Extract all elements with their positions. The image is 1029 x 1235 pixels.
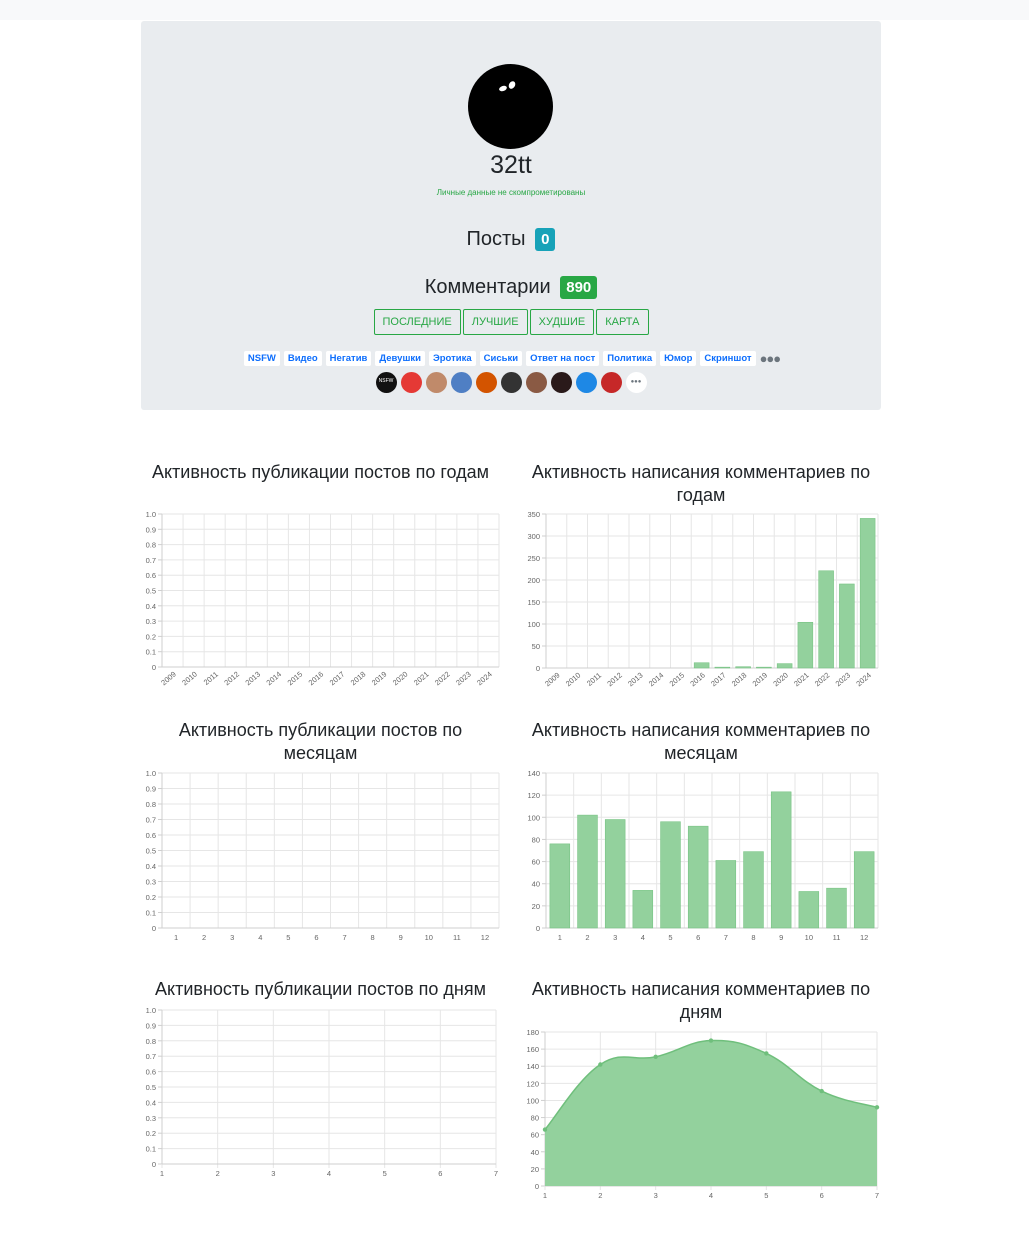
y-tick-label: 0.4	[145, 862, 156, 871]
y-tick-label: 0	[151, 924, 156, 933]
x-tick-label: 2014	[646, 670, 666, 689]
top-bar	[0, 0, 1029, 20]
best-button[interactable]: ЛУЧШИЕ	[463, 309, 528, 335]
x-tick-label: 6	[819, 1191, 824, 1200]
bar[interactable]	[798, 622, 813, 668]
y-tick-label: 160	[526, 1045, 539, 1055]
face-community-icon[interactable]	[426, 372, 447, 393]
bar[interactable]	[839, 584, 854, 668]
x-tick-label: 12	[480, 933, 490, 942]
comments-days-title: Активность написания комментариев по дням	[531, 979, 871, 1022]
y-tick-label: 40	[531, 879, 540, 889]
x-tick-label: 2017	[327, 669, 347, 688]
x-tick-label: 2013	[626, 670, 645, 689]
comments-label: Комментарии	[424, 276, 551, 298]
dark-stripes-community-icon[interactable]	[501, 372, 522, 393]
x-tick-label: 2018	[348, 669, 368, 688]
x-tick-label: 2023	[454, 669, 473, 688]
data-point[interactable]	[653, 1055, 657, 1059]
nsfw-community-icon[interactable]	[376, 372, 397, 393]
bar[interactable]	[827, 888, 847, 928]
area-fill	[545, 1040, 877, 1186]
y-tick-label: 0.4	[145, 601, 156, 611]
x-tick-label: 3	[613, 933, 618, 942]
x-tick-label: 3	[230, 933, 235, 942]
y-tick-label: 200	[527, 576, 540, 585]
y-tick-label: 150	[527, 598, 540, 607]
comments-years-chart	[521, 508, 883, 692]
bar[interactable]	[736, 667, 751, 668]
username: 32tt	[490, 151, 532, 179]
x-tick-label: 4	[326, 1169, 332, 1178]
y-tick-label: 0.2	[145, 1129, 156, 1139]
status-note: Личные данные не скомпрометированы	[436, 188, 586, 197]
y-tick-label: 0	[535, 924, 540, 933]
posts-days-title: Активность публикации постов по дням	[155, 979, 486, 999]
tag-politics[interactable]: Политика	[603, 351, 656, 366]
x-tick-label: 2013	[243, 669, 263, 688]
y-tick-label: 120	[526, 1079, 539, 1089]
tag-girls[interactable]: Девушки	[375, 351, 425, 366]
x-tick-label: 2021	[792, 670, 811, 689]
y-tick-label: 0.6	[145, 571, 156, 581]
y-tick-label: 0.1	[145, 1144, 156, 1154]
x-tick-label: 2011	[585, 670, 604, 688]
x-tick-label: 2020	[771, 670, 790, 689]
profile-card	[141, 21, 881, 410]
x-tick-label: 4	[708, 1191, 714, 1200]
y-tick-label: 0.5	[145, 586, 156, 596]
y-tick-label: 120	[527, 791, 540, 801]
x-tick-label: 2014	[264, 669, 284, 688]
cartoon-community-icon[interactable]	[451, 372, 472, 393]
data-point[interactable]	[543, 1127, 547, 1131]
x-tick-label: 7	[723, 933, 728, 942]
strawberry-community-icon[interactable]	[401, 372, 422, 393]
bar[interactable]	[715, 667, 730, 668]
y-tick-label: 1.0	[145, 769, 156, 778]
x-tick-label: 5	[286, 933, 291, 942]
y-tick-label: 0.6	[145, 1067, 156, 1077]
fire-community-icon[interactable]	[476, 372, 497, 393]
x-tick-label: 7	[342, 933, 347, 942]
x-tick-label: 1	[159, 1169, 165, 1178]
x-tick-label: 2011	[201, 669, 220, 687]
x-tick-label: 3	[653, 1191, 658, 1200]
y-tick-label: 0.9	[145, 784, 156, 794]
x-tick-label: 2019	[369, 669, 389, 688]
y-tick-label: 0.6	[145, 831, 156, 840]
y-tick-label: 0.9	[145, 525, 156, 535]
posts-years-title: Активность публикации постов по годам	[151, 462, 490, 482]
tag-video[interactable]: Видео	[284, 351, 322, 366]
people-community-icon[interactable]	[526, 372, 547, 393]
x-tick-label: 11	[452, 933, 461, 942]
tag-boobs[interactable]: Сиськи	[480, 351, 522, 366]
y-tick-label: 40	[530, 1147, 539, 1157]
x-tick-label: 2010	[180, 669, 199, 688]
x-tick-label: 2010	[563, 670, 583, 689]
tag-negative[interactable]: Негатив	[326, 351, 372, 366]
y-tick-label: 50	[531, 642, 540, 651]
x-tick-label: 10	[424, 933, 433, 942]
avatar-eye-left	[498, 85, 507, 92]
user-avatar[interactable]	[468, 64, 553, 149]
x-tick-label: 4	[640, 933, 645, 942]
y-tick-label: 20	[531, 901, 540, 911]
x-tick-label: 2019	[750, 670, 770, 689]
bar[interactable]	[633, 890, 653, 928]
posts-count-badge: 0	[535, 228, 555, 251]
y-tick-label: 20	[530, 1164, 539, 1174]
x-tick-label: 10	[804, 933, 814, 942]
latest-button[interactable]: ПОСЛЕДНИЕ	[374, 309, 461, 335]
red-figure-community-icon[interactable]	[601, 372, 622, 393]
bar[interactable]	[860, 518, 875, 668]
x-tick-label: 9	[779, 933, 784, 942]
x-tick-label: 5	[382, 1169, 387, 1178]
x-tick-label: 7	[493, 1169, 499, 1178]
posts-days-chart	[141, 1003, 503, 1185]
y-tick-label: 180	[526, 1028, 539, 1037]
x-tick-label: 2012	[222, 669, 242, 688]
y-tick-label: 250	[527, 554, 540, 563]
tag-screenshot[interactable]: Скриншот	[700, 351, 755, 366]
bar[interactable]	[661, 822, 681, 928]
data-point[interactable]	[819, 1089, 823, 1093]
tag-reply-post[interactable]: Ответ на пост	[526, 351, 599, 366]
x-tick-label: 5	[764, 1191, 769, 1200]
community-label: NSFW	[378, 378, 394, 384]
bar[interactable]	[688, 826, 708, 928]
posts-count-line	[141, 228, 881, 251]
bar[interactable]	[771, 792, 791, 928]
y-tick-label: 0.5	[145, 1083, 156, 1092]
y-tick-label: 0	[535, 664, 540, 673]
comments-count-line	[141, 276, 881, 299]
x-tick-label: 7	[874, 1191, 880, 1200]
y-tick-label: 140	[527, 769, 540, 778]
tag-humor[interactable]: Юмор	[660, 351, 696, 366]
x-tick-label: 2018	[729, 670, 749, 689]
y-tick-label: 1.0	[145, 510, 156, 519]
y-tick-label: 0	[534, 1182, 539, 1191]
comments-days-chart	[521, 1025, 883, 1205]
y-tick-label: 140	[526, 1062, 539, 1072]
y-tick-label: 0.1	[145, 908, 156, 918]
x-tick-label: 2	[598, 1191, 603, 1200]
bar[interactable]	[716, 860, 736, 928]
bar[interactable]	[854, 852, 874, 928]
x-tick-label: 1	[173, 933, 179, 942]
data-point[interactable]	[875, 1105, 879, 1109]
y-tick-label: 100	[527, 813, 540, 823]
x-tick-label: 2022	[433, 669, 452, 688]
worst-button[interactable]: ХУДШИЕ	[530, 309, 595, 335]
community-list	[141, 372, 881, 393]
x-tick-label: 2024	[854, 670, 873, 689]
bar[interactable]	[777, 664, 792, 668]
y-tick-label: 0.3	[145, 617, 156, 627]
x-tick-label: 3	[271, 1169, 276, 1178]
bar[interactable]	[799, 891, 819, 928]
x-tick-label: 2020	[390, 669, 410, 688]
y-tick-label: 80	[531, 835, 540, 845]
tag-nsfw[interactable]: NSFW	[244, 351, 280, 366]
data-point[interactable]	[709, 1038, 713, 1042]
x-tick-label: 6	[696, 933, 701, 942]
y-tick-label: 0.8	[145, 1036, 156, 1046]
bar[interactable]	[744, 852, 764, 928]
data-point[interactable]	[598, 1062, 602, 1066]
woman-community-icon[interactable]	[551, 372, 572, 393]
x-tick-label: 2009	[159, 669, 178, 688]
x-tick-label: 12	[859, 933, 869, 942]
y-tick-label: 0	[151, 1160, 156, 1169]
posts-label: Посты	[466, 228, 526, 250]
x-tick-label: 2017	[709, 670, 728, 689]
y-tick-label: 0.9	[145, 1021, 156, 1031]
x-tick-label: 2023	[833, 670, 853, 689]
x-tick-label: 2	[215, 1169, 220, 1178]
bar[interactable]	[578, 815, 598, 928]
y-tick-label: 0.5	[145, 846, 156, 856]
x-tick-label: 2016	[306, 669, 326, 688]
x-tick-label: 2016	[688, 670, 707, 689]
x-tick-label: 2009	[543, 670, 562, 689]
y-tick-label: 0.7	[145, 1052, 156, 1062]
map-button[interactable]: КАРТА	[596, 309, 648, 335]
y-tick-label: 0.3	[145, 1113, 156, 1123]
bar[interactable]	[550, 844, 570, 928]
posts-months-chart	[141, 766, 503, 946]
bar[interactable]	[605, 820, 625, 929]
y-tick-label: 0.2	[145, 632, 156, 642]
more-tags-icon[interactable]: ●●●	[759, 351, 781, 366]
x-tick-label: 2012	[605, 670, 624, 689]
bar[interactable]	[756, 667, 771, 668]
posts-months-title: Активность публикации постов по месяцам	[178, 720, 463, 763]
bar[interactable]	[819, 571, 834, 668]
more-communities-icon[interactable]: ●●●	[626, 372, 647, 393]
comment-filter-buttons	[141, 309, 881, 335]
y-tick-label: 300	[527, 532, 540, 541]
y-tick-label: 60	[530, 1130, 539, 1140]
x-tick-label: 2024	[475, 669, 494, 688]
y-tick-label: 0.7	[145, 555, 156, 565]
data-point[interactable]	[764, 1051, 768, 1055]
x-tick-label: 6	[314, 933, 319, 942]
y-tick-label: 0.2	[145, 893, 156, 902]
y-tick-label: 0	[151, 663, 156, 672]
x-tick-label: 2	[585, 933, 590, 942]
y-tick-label: 0.7	[145, 815, 156, 825]
comments-months-chart	[521, 766, 883, 946]
x-tick-label: 2015	[285, 669, 305, 688]
comments-months-title: Активность написания комментариев по месяцам	[531, 720, 871, 763]
y-tick-label: 0.3	[145, 877, 156, 887]
y-tick-label: 100	[526, 1096, 539, 1106]
y-tick-label: 0.8	[145, 800, 156, 809]
tag-list	[141, 351, 881, 366]
x-tick-label: 11	[832, 933, 841, 942]
y-tick-label: 0.1	[145, 647, 156, 657]
comments-count-badge: 890	[560, 276, 597, 299]
y-tick-label: 100	[527, 620, 540, 629]
x-tick-label: 1	[557, 933, 562, 942]
y-tick-label: 60	[531, 857, 540, 867]
comments-years-title: Активность написания комментариев по годам	[531, 462, 871, 505]
x-tick-label: 2015	[667, 670, 687, 689]
tag-erotica[interactable]: Эротика	[429, 351, 476, 366]
x-tick-label: 6	[438, 1169, 443, 1178]
x-tick-label: 2021	[411, 669, 431, 688]
y-tick-label: 350	[527, 510, 540, 519]
checkbox-community-icon[interactable]	[576, 372, 597, 393]
x-tick-label: 4	[258, 933, 263, 942]
y-tick-label: 0.4	[145, 1098, 156, 1108]
bar[interactable]	[694, 663, 709, 668]
y-tick-label: 1.0	[145, 1006, 156, 1015]
y-tick-label: 80	[530, 1113, 539, 1123]
x-tick-label: 5	[668, 933, 673, 942]
y-tick-label: 0.8	[145, 540, 156, 550]
x-tick-label: 1	[542, 1191, 548, 1200]
x-tick-label: 9	[398, 933, 403, 942]
x-tick-label: 2	[202, 933, 207, 942]
x-tick-label: 8	[751, 933, 756, 942]
avatar-eye-right	[507, 80, 516, 90]
x-tick-label: 8	[370, 933, 375, 942]
x-tick-label: 2022	[812, 670, 832, 689]
posts-years-chart	[141, 508, 503, 692]
